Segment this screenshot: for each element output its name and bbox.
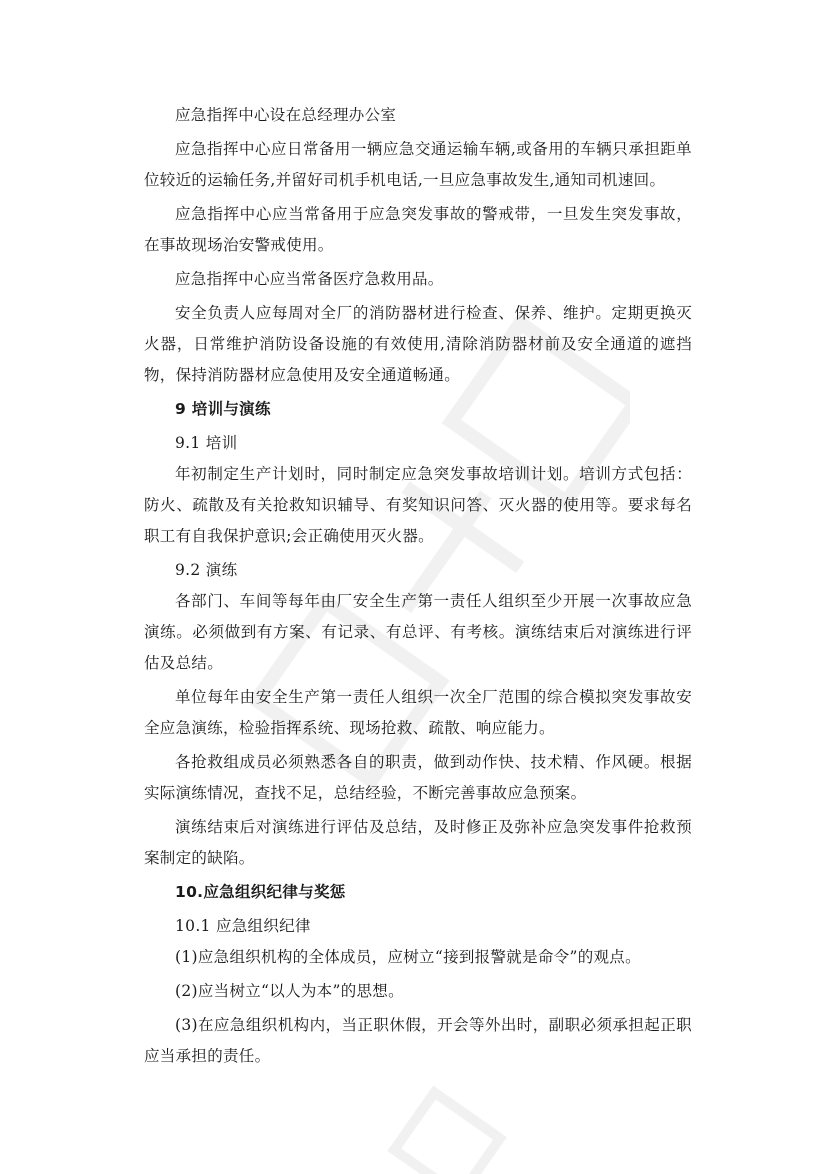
subheading-discipline: 10.1 应急组织纪律 — [175, 917, 311, 935]
paragraph-training-plan: 年初制定生产计划时，同时制定应急突发事故培训计划。培训方式包括：防火、疏散及有关抢救知识辅导、有奖知识问答、灭火器的使用等。要求每名职工有自我保护意识;会正确使用灭火器。 — [144, 465, 692, 545]
paragraph-fire-equipment: 安全负责人应每周对全厂的消防器材进行检查、保养、维护。定期更换灭火器，日常维护消防设备设施的有效使用,清除消防器材前及安全通道的遮挡物，保持消防器材应急使用及安全通道畅通。 — [144, 304, 692, 384]
section-heading-discipline: 10.应急组织纪律与奖惩 — [175, 883, 346, 901]
paragraph-drill-evaluation: 演练结束后对演练进行评估及总结，及时修正及弥补应急突发事件抢救预案制定的缺陷。 — [144, 818, 692, 867]
paragraph-drill-departments: 各部门、车间等每年由厂安全生产第一责任人组织至少开展一次事故应急演练。必须做到有方案、有记录、有总评、有考核。演练结束后对演练进行评估及总结。 — [144, 592, 692, 672]
list-item-discipline-3: (3)在应急组织机构内，当正职休假，开会等外出时，副职必须承担起正职应当承担的责任。 — [144, 1016, 692, 1065]
watermark-graphic-bottom — [350, 1080, 550, 1174]
paragraph-medical-supplies: 应急指挥中心应当常备医疗急救用品。 — [175, 270, 444, 288]
section-heading-training: 9 培训与演练 — [175, 400, 271, 418]
subheading-drill: 9.2 演练 — [175, 561, 238, 579]
subheading-training: 9.1 培训 — [175, 434, 238, 452]
paragraph-drill-company-wide: 单位每年由安全生产第一责任人组织一次全厂范围的综合模拟突发事故安全应急演练，检验指挥系统、现场抢救、疏散、响应能力。 — [144, 688, 692, 737]
paragraph-warning-tape: 应急指挥中心应当常备用于应急突发事故的警戒带，一旦发生突发事故，在事故现场治安警戒使用。 — [144, 205, 692, 254]
document-page — [144, 100, 692, 1072]
paragraph-emergency-vehicle: 应急指挥中心应日常备用一辆应急交通运输车辆,或备用的车辆只承担距单位较近的运输任务,并留好司机手机电话,一旦应急事故发生,通知司机速回。 — [144, 140, 692, 189]
list-item-discipline-2: (2)应当树立“以人为本”的思想。 — [175, 982, 404, 1000]
paragraph-command-center-location: 应急指挥中心设在总经理办公室 — [175, 106, 397, 124]
paragraph-drill-team-duties: 各抢救组成员必须熟悉各自的职责，做到动作快、技术精、作风硬。根据实际演练情况，查找不足，总结经验，不断完善事故应急预案。 — [144, 753, 692, 802]
list-item-discipline-1: (1)应急组织机构的全体成员，应树立“接到报警就是命令”的观点。 — [175, 948, 641, 966]
